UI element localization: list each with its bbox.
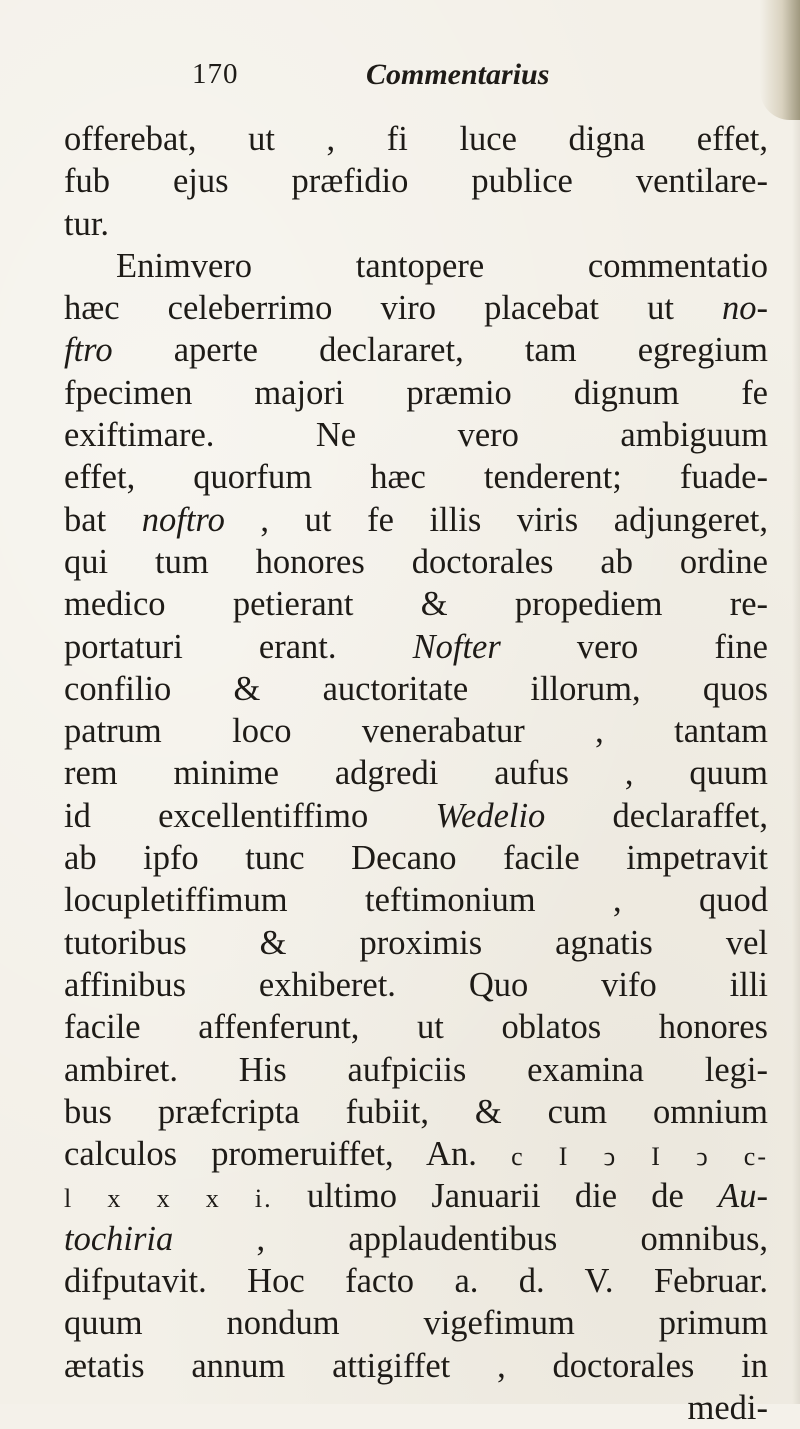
catchword: medi- [687, 1388, 768, 1427]
text-line: bus præfcripta fubiit, & cum omnium [64, 1092, 768, 1131]
text-line: qui tum honores doctorales ab ordine [64, 542, 768, 581]
text-line: Enimvero tantopere commentatio [116, 246, 768, 285]
text-line: confilio & auctoritate illorum, quos [64, 669, 768, 708]
italic-name: Au- [718, 1177, 768, 1216]
text-line: facile affenferunt, ut oblatos honores [64, 1008, 768, 1047]
text-line: quum nondum vigefimum primum [64, 1304, 768, 1343]
italic-name: ftro [64, 331, 113, 370]
text-line: tochiria , applaudentibus omnibus, [64, 1219, 768, 1258]
text-line: offerebat, ut , fi luce digna effet, [64, 120, 768, 158]
page-header [192, 58, 612, 108]
text-line: tur. [64, 204, 110, 243]
text-line: difputavit. Hoc facto a. d. V. Februar. [64, 1262, 768, 1301]
text-line: patrum loco venerabatur , tantam [64, 712, 768, 751]
text-line: calculos promeruiffet, An. c I ͻ I ͻ c- [64, 1135, 768, 1174]
text-line: hæc celeberrimo viro placebat ut no- [64, 289, 768, 328]
text-line: ftro aperte declararet, tam egregium [64, 331, 768, 370]
page-number: 170 [192, 58, 239, 90]
running-head: Commentarius [366, 58, 550, 91]
text-line: affinibus exhiberet. Quo vifo illi [64, 965, 768, 1004]
text-line: fpecimen majori præmio dignum fe [64, 373, 768, 412]
italic-name: tochiria [64, 1219, 174, 1258]
text-line: medico petierant & propediem re- [64, 585, 768, 624]
italic-name: no- [722, 289, 768, 328]
italic-name: noftro [141, 500, 225, 539]
page-stain [760, 0, 800, 120]
text-line: bat noftro , ut fe illis viris adjungeret, [64, 500, 768, 539]
text-line: locupletiffimum teftimonium , quod [64, 881, 768, 920]
text-line: portaturi erant. Nofter vero fine [64, 627, 768, 666]
text-line: exiftimare. Ne vero ambiguum [64, 416, 768, 455]
text-line: rem minime adgredi aufus , quum [64, 754, 768, 793]
text-line: effet, quorfum hæc tenderent; fuade- [64, 458, 768, 497]
text-line: ambiret. His aufpiciis examina legi- [64, 1050, 768, 1089]
italic-name: Wedelio [435, 796, 546, 835]
body-text [64, 118, 768, 1429]
text-line: ætatis annum attigiffet , doctorales in [64, 1346, 768, 1385]
roman-numeral: c I ͻ I ͻ c- [511, 1142, 768, 1172]
text-line: id excellentiffimo Wedelio declaraffet, [64, 796, 769, 835]
text-line: fub ejus præfidio publice ventilare- [64, 162, 768, 201]
italic-name: Nofter [412, 627, 501, 666]
text-line: ab ipfo tunc Decano facile impetravit [64, 839, 768, 878]
roman-numeral: l x x x i. [64, 1184, 273, 1214]
text-line: tutoribus & proximis agnatis vel [64, 923, 768, 962]
page-edge-shadow [792, 120, 800, 1404]
text-line: l x x x i. ultimo Januarii die de Au- [64, 1177, 768, 1216]
